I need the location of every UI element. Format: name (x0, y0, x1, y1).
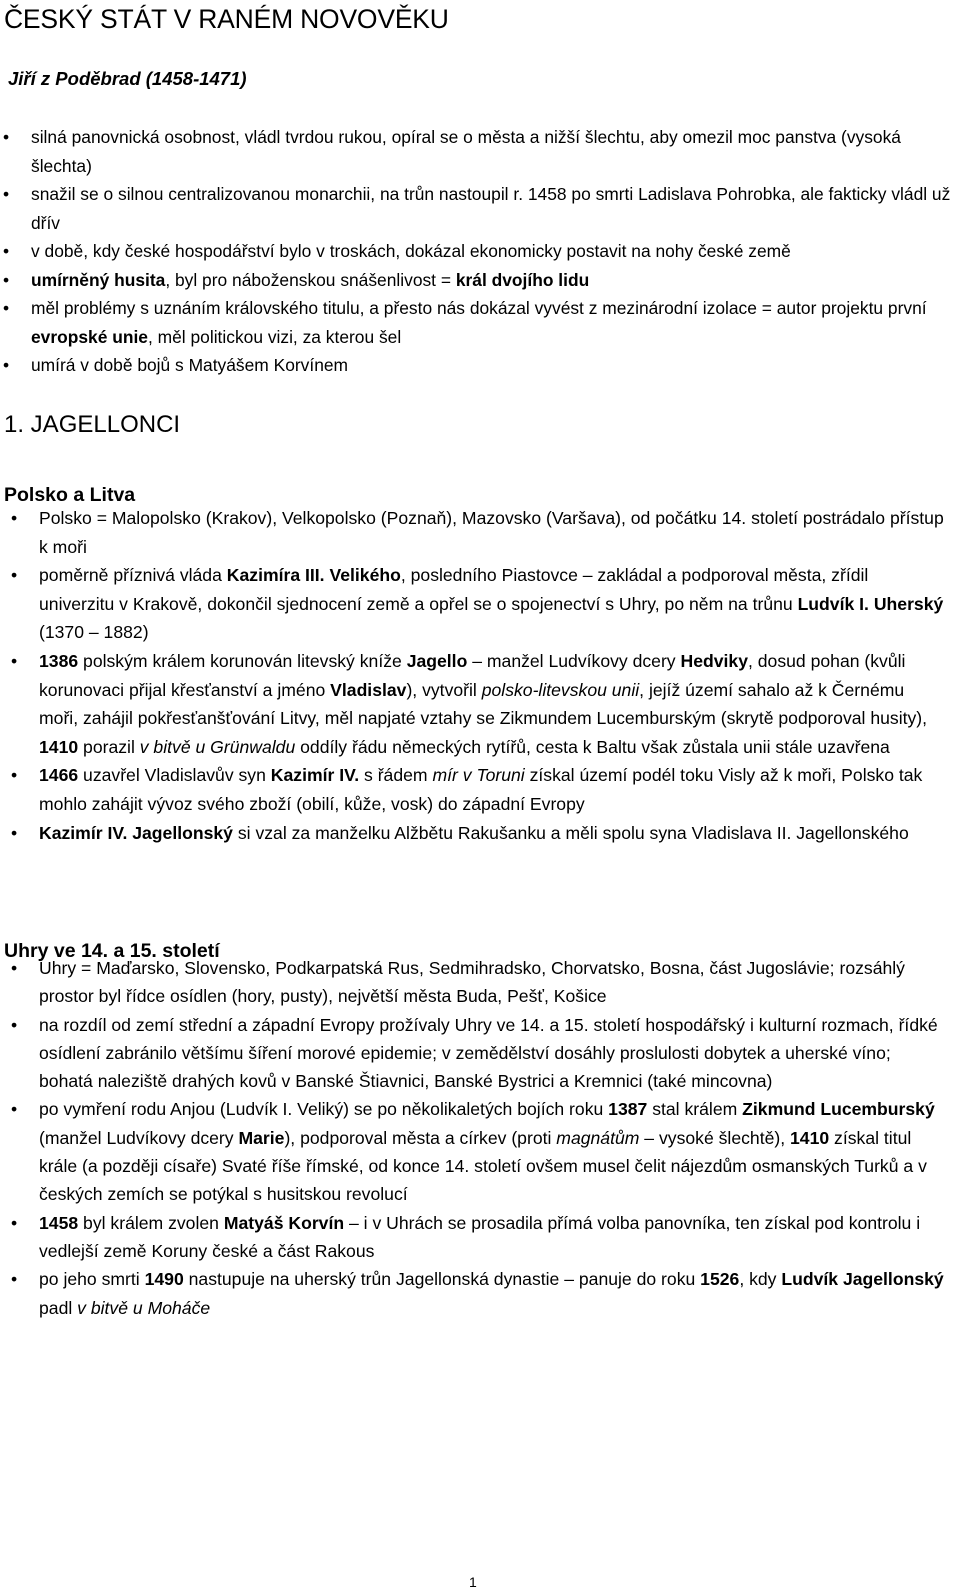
list-item (3, 351, 951, 380)
list-item-text: po vymření rodu Anjou (Ludvík I. Veliký) se po několikaletých bojích roku (39, 1099, 609, 1120)
list-item (11, 647, 945, 761)
list-item-text: 1490 (144, 1269, 184, 1290)
list-item-text: Velikého (329, 565, 401, 586)
list-item-text: snažil se o silnou centralizovanou monarchii, na trůn nastoupil r. 1458 po smrti Ladislava Pohrobka, ale fakticky vládl už dřív (31, 184, 951, 233)
list-item-text: padl (39, 1297, 78, 1318)
list-item-text: , kdy (739, 1269, 782, 1290)
list-item-text: uzavřel Vladislavův syn (78, 765, 271, 786)
list-item-text: 1466 (39, 765, 79, 786)
list-item-text: nastupuje na uherský trůn Jagellonská dynastie – panuje do roku (183, 1269, 701, 1290)
list-item-text: v bitvě u Grünwaldu (139, 736, 296, 757)
section-heading-jiri: Jiří z Poděbrad (1458-1471) (8, 68, 247, 89)
list-item-text: porazil (78, 736, 140, 757)
list-item-text: Marie (238, 1127, 285, 1148)
list-item-text: stal králem (647, 1099, 743, 1120)
list-item-text: poměrně příznivá vláda (39, 565, 227, 586)
bullet-icon: • (3, 269, 10, 290)
list-item-text: na rozdíl od zemí střední a západní Evropy prožívaly Uhry ve 14. a 15. století hospodářský i kulturní rozmach, řídké osídlení zabránilo většímu šíření morové epidemie; v zemědělství dosáhly proslulosti dobytek a uherské víno; bohatá naleziště drahých kovů v Banské Štiavnici, Banské Bystrici a Kremnici (také mincovna) (39, 1014, 938, 1092)
list-item-text: mír v Toruni (432, 765, 525, 786)
list-item-text: , dosud pohan (kvůli korunovaci přijal křesťanství a jméno (39, 650, 906, 700)
list-item-text: v době, kdy české hospodářství bylo v troskách, dokázal ekonomicky postavit na nohy české země (31, 241, 791, 261)
list-item (3, 180, 951, 237)
bullet-icon: • (3, 298, 10, 318)
list-item-text: Hedviky (680, 650, 748, 671)
list-item-text: ), vytvořil (406, 679, 482, 700)
list-item (11, 1095, 945, 1208)
list-item-text: 1410 (39, 736, 79, 757)
list-item-text: silná panovnická osobnost, vládl tvrdou rukou, opíral se o města a nižší šlechtu, aby omezil moc panstva (vysoká šlechta) (31, 127, 901, 176)
bullet-icon: • (11, 1014, 18, 1035)
list-item-text: polsko-litevskou unii (481, 679, 640, 700)
section-heading-jagellonci: 1. JAGELLONCI (4, 411, 181, 438)
page-number: 1 (469, 1574, 477, 1590)
list-item-text: Uherský (873, 593, 944, 614)
bullet-icon: • (11, 650, 18, 671)
list-item (3, 123, 951, 180)
list-item-text: umírněný husita (31, 269, 166, 290)
list-item (11, 1265, 945, 1322)
list-item-text: oddíly řádu německých rytířů, cesta k Baltu však zůstala unii stále uzavřena (295, 736, 890, 757)
list-item-text: 1526 (700, 1269, 740, 1290)
list-item-text: s řádem (359, 765, 433, 786)
list-item-text: Jagellonský (132, 822, 233, 843)
bullet-icon: • (11, 565, 18, 586)
list-item-text: Ludvík Jagellonský (781, 1269, 944, 1290)
list-item-text: magnátům (556, 1127, 640, 1148)
subheading-polsko-litva: Polsko a Litva (4, 484, 136, 506)
bullet-icon: • (3, 241, 10, 261)
list-item (11, 561, 945, 647)
list-item-text: Kazimíra III. (226, 565, 325, 586)
bullet-list-uhry (11, 954, 945, 1322)
list-item (11, 1209, 945, 1266)
list-item-text: Ludvík I. (797, 593, 869, 614)
bullet-icon: • (3, 127, 10, 147)
bullet-icon: • (11, 1212, 18, 1233)
list-item-text: Kazimír IV. (39, 822, 128, 843)
list-item-text: Kazimír IV. (270, 765, 360, 786)
list-item-text: získal území podél toku Visly až k moři, Polsko tak mohlo zahájit vývoz svého zboží (obilí, kůže, vosk) do západní Evropy (39, 765, 923, 814)
list-item-text: byl králem zvolen (78, 1212, 224, 1233)
list-item-text: – i v Uhrách se prosadila přímá volba panovníka, ten získal pod kontrolu i vedlejší země Koruny české a část Rakous (39, 1212, 921, 1261)
list-item-text: (1370 – 1882) (39, 622, 149, 643)
list-item-text: (manžel Ludvíkovy dcery (39, 1127, 239, 1148)
list-item-text: Jagello (406, 650, 468, 671)
page-title: ČESKÝ STÁT V RANÉM NOVOVĚKU (4, 4, 449, 34)
list-item-text: , posledního Piastovce – zakládal a podporoval města, zřídil univerzitu v Krakově, dokončil sjednocení země a opřel se o spojenectví s Uhry, po něm na trůnu (39, 565, 869, 614)
list-item-text: Matyáš Korvín (223, 1212, 345, 1233)
list-item-text: umírá v době bojů s Matyášem Korvínem (31, 355, 349, 375)
bullet-icon: • (11, 1099, 18, 1120)
list-item-text: Zikmund Lucemburský (742, 1099, 935, 1120)
list-item-text: , jejíž území sahalo až k Černému moři, zahájil pokřesťanšťování Litvy, měl napjaté vztahy se Zikmundem Lucemburským (skrytě podporoval husity), (39, 679, 928, 729)
bullet-icon: • (11, 822, 18, 843)
list-item-text: , měl politickou vizi, za kterou šel (147, 326, 402, 347)
list-item-text: polským králem korunován litevský kníže (78, 650, 407, 671)
list-item-text: po jeho smrti (39, 1269, 145, 1290)
bullet-list-polsko (11, 504, 945, 847)
list-item (11, 1011, 945, 1096)
section-heading-uhry: Uhry ve 14. a 15. století (4, 940, 220, 962)
list-item-text: evropské unie (31, 326, 148, 347)
list-item-text: získal titul krále (a později císaře) Svaté říše římské, od konce 14. století ovšem musel čelit nájezdům osmanských Turků a v českých zemích se potýkal s husitskou revolucí (39, 1127, 927, 1205)
bullet-icon: • (3, 184, 10, 204)
list-item-text: ), podporoval města a církev (proti (284, 1127, 557, 1148)
list-item-text: – vysoké šlechtě), (639, 1127, 791, 1148)
bullet-icon: • (11, 958, 18, 978)
bullet-list-jiri (3, 123, 951, 380)
list-item-text: 1387 (608, 1099, 648, 1120)
list-item (11, 819, 945, 848)
list-item-text: 1386 (39, 650, 79, 671)
list-item-text: – manžel Ludvíkovy dcery (467, 650, 681, 671)
list-item (3, 294, 951, 351)
list-item-text: , byl pro náboženskou snášenlivost = (165, 269, 456, 290)
list-item-text: Uhry = Maďarsko, Slovensko, Podkarpatská Rus, Sedmihradsko, Chorvatsko, Bosna, část Jugoslávie; rozsáhlý prostor byl řídce osídlen (hory, pusty), největší města Buda, Pešť, Košice (39, 958, 905, 1007)
list-item-text: si vzal za manželku Alžbětu Rakušanku a měli spolu syna Vladislava II. Jagellonského (232, 822, 909, 843)
list-item-text: 1410 (790, 1127, 830, 1148)
list-item-text: král dvojího lidu (455, 269, 590, 290)
bullet-icon: • (11, 1269, 18, 1290)
list-item (11, 504, 945, 561)
list-item-text: Polsko = Malopolsko (Krakov), Velkopolsko (Poznaň), Mazovsko (Varšava), od počátku 14. století postrádalo přístup k moři (39, 508, 944, 557)
list-item (3, 266, 951, 295)
list-item (11, 761, 945, 818)
list-item-text: Vladislav (330, 679, 407, 700)
bullet-icon: • (3, 355, 10, 375)
list-item (11, 954, 945, 1011)
bullet-icon: • (11, 765, 18, 786)
list-item-text: v bitvě u Moháče (77, 1297, 211, 1318)
list-item-text: měl problémy s uznáním královského titulu, a přesto nás dokázal vyvést z mezinárodní izolace = autor projektu první (31, 298, 927, 318)
list-item (3, 237, 951, 266)
list-item-text: 1458 (39, 1212, 79, 1233)
bullet-icon: • (11, 508, 18, 528)
